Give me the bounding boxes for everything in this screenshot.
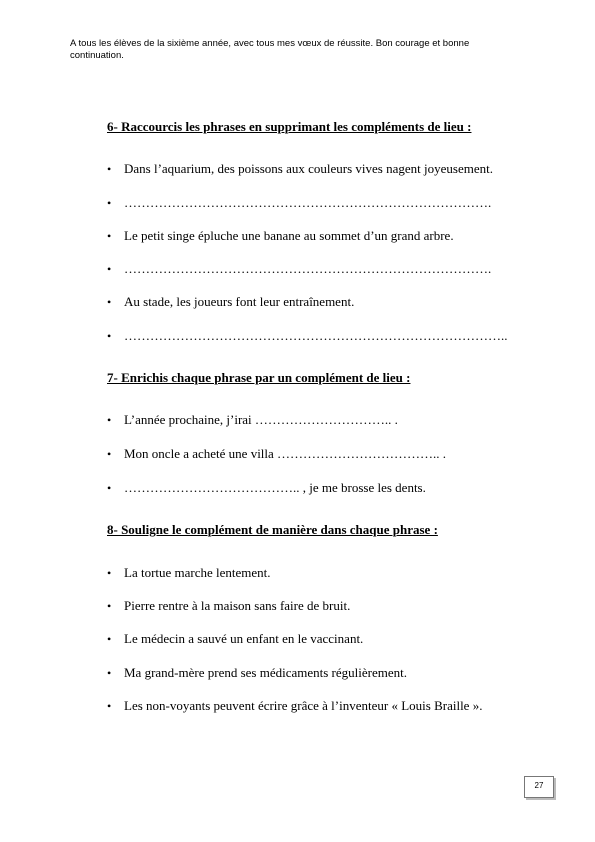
sentence: Ma grand-mère prend ses médicaments régulièrement. — [124, 665, 407, 680]
bullet-icon: • — [107, 666, 112, 680]
list-item — [107, 294, 354, 310]
list-item — [107, 598, 350, 614]
list-item — [107, 565, 271, 581]
bullet-icon: • — [107, 262, 112, 276]
list-item — [107, 631, 363, 647]
sentence: La tortue marche lentement. — [124, 565, 271, 580]
page-number: 27 — [524, 776, 554, 798]
sentence: Pierre rentre à la maison sans faire de bruit. — [124, 598, 351, 613]
sentence: L’année prochaine, j’irai ………………………….. . — [124, 412, 398, 427]
list-item — [107, 698, 482, 714]
section-8-title: 8- Souligne le complément de manière dans chaque phrase : — [107, 522, 438, 537]
answer-line: …………………………………………………………………………….. — [124, 328, 508, 343]
sentence: Les non-voyants peuvent écrire grâce à l’inventeur « Louis Braille ». — [124, 698, 483, 713]
list-item — [107, 228, 454, 244]
sentence: ………………………………….. , je me brosse les dents. — [124, 480, 426, 495]
list-item — [107, 446, 446, 462]
bullet-icon: • — [107, 481, 112, 495]
list-item — [107, 161, 493, 177]
list-item — [107, 328, 508, 344]
sentence: Mon oncle a acheté une villa ……………………………….. . — [124, 446, 447, 461]
bullet-icon: • — [107, 162, 112, 176]
list-item — [107, 412, 398, 428]
sentence: Le petit singe épluche une banane au sommet d’un grand arbre. — [124, 228, 454, 243]
bullet-icon: • — [107, 566, 112, 580]
section-6-title: 6- Raccourcis les phrases en supprimant les compléments de lieu : — [107, 119, 472, 134]
bullet-icon: • — [107, 295, 112, 309]
bullet-icon: • — [107, 413, 112, 427]
list-item — [107, 480, 426, 496]
sentence: Au stade, les joueurs font leur entraînement. — [124, 294, 355, 309]
list-item — [107, 665, 407, 681]
bullet-icon: • — [107, 699, 112, 713]
list-item — [107, 261, 491, 277]
sentence: Le médecin a sauvé un enfant en le vaccinant. — [124, 631, 364, 646]
bullet-icon: • — [107, 329, 112, 343]
sentence: Dans l’aquarium, des poissons aux couleurs vives nagent joyeusement. — [124, 161, 493, 176]
answer-line: …………………………………………………………………………. — [124, 261, 492, 276]
section-7-title: 7- Enrichis chaque phrase par un complément de lieu : — [107, 370, 411, 385]
answer-line: …………………………………………………………………………. — [124, 195, 492, 210]
bullet-icon: • — [107, 196, 112, 210]
page-header-text: A tous les élèves de la sixième année, avec tous mes vœux de réussite. Bon courage et bonne continuation. — [70, 38, 470, 61]
bullet-icon: • — [107, 632, 112, 646]
bullet-icon: • — [107, 599, 112, 613]
list-item — [107, 195, 491, 211]
bullet-icon: • — [107, 447, 112, 461]
bullet-icon: • — [107, 229, 112, 243]
